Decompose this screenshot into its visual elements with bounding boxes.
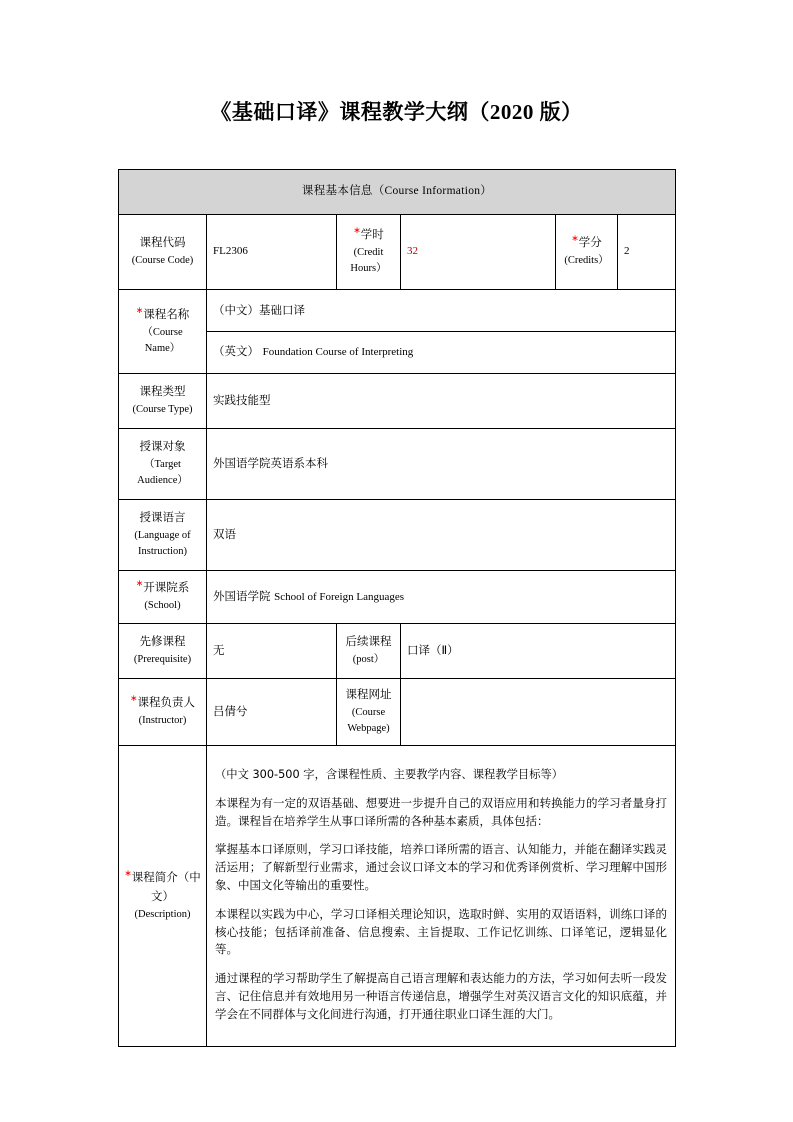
value-course-name-cn: 基础口译 xyxy=(259,302,305,317)
table-row-course-type xyxy=(119,374,676,429)
label-course-name-cn: 课程名称 xyxy=(143,306,190,321)
table-row-school xyxy=(119,571,676,624)
label-credit-hours xyxy=(337,215,401,290)
label-credits-en: (Credits） xyxy=(564,255,609,267)
description-paragraph: 本课程为有一定的双语基础、想要进一步提升自己的双语应用和转换能力的学习者量身打造。课程旨在培养学生从事口译所需的各种基本素质，具体包括： xyxy=(215,795,668,828)
value-course-code: FL2306 xyxy=(207,215,337,290)
value-course-type: 实践技能型 xyxy=(207,374,676,429)
label-prerequisite-cn: 先修课程 xyxy=(139,634,186,649)
table-row-instructor xyxy=(119,679,676,746)
label-description xyxy=(119,746,207,1047)
label-course-name-en-line1: （Course xyxy=(142,326,183,338)
value-post-course: 口译（Ⅱ） xyxy=(401,624,676,679)
label-course-webpage-en-line1: (Course xyxy=(351,707,386,719)
label-description-en: (Description) xyxy=(134,908,191,920)
table-row-course-name-cn xyxy=(119,290,676,332)
description-paragraph: 通过课程的学习帮助学生了解提高自己语言理解和表达能力的方法，学习如何去听一段发言、记住信息并有效地用另一种语言传递信息，增强学生对英汉语言文化的知识底蕴，并学会在不同群体与文化间进行沟通，打开通往职业口译生涯的大门。 xyxy=(215,971,668,1021)
label-credits xyxy=(556,215,618,290)
value-target-audience: 外国语学院英语系本科 xyxy=(207,429,676,500)
table-header-row xyxy=(119,170,676,215)
label-course-webpage-en-line2: Webpage) xyxy=(347,723,390,735)
table-row-target-audience xyxy=(119,429,676,500)
table-header-title: 课程基本信息（Course Information） xyxy=(119,170,676,215)
label-target-audience-cn: 授课对象 xyxy=(139,439,186,454)
label-language-of-instruction-en-line1: (Language of xyxy=(134,530,191,542)
label-post-course-en: (post） xyxy=(352,654,385,666)
label-instructor-cn: 课程负责人 xyxy=(137,695,196,710)
label-course-name-en-line2: Name） xyxy=(144,342,181,354)
value-school-en: School of Foreign Languages xyxy=(274,590,404,603)
label-target-audience-en-line2: Audience） xyxy=(137,475,188,487)
label-school-en: (School) xyxy=(144,600,181,612)
description-hint: （中文 300-500 字，含课程性质、主要教学内容、课程教学目标等） xyxy=(215,768,564,782)
label-language-of-instruction-cn: 授课语言 xyxy=(139,510,186,525)
label-course-code-cn: 课程代码 xyxy=(139,235,186,250)
table-row-language-of-instruction xyxy=(119,500,676,571)
label-post-course-cn: 后续课程 xyxy=(345,634,392,649)
required-asterisk-icon: ∗ xyxy=(135,579,144,590)
label-course-webpage xyxy=(337,679,401,746)
table-row-course-code xyxy=(119,215,676,290)
label-instructor-en: (Instructor) xyxy=(138,715,187,727)
label-course-webpage-cn: 课程网址 xyxy=(345,687,392,702)
course-name-en-prefix: （英文） xyxy=(213,344,259,359)
course-name-cn-prefix: （中文） xyxy=(213,302,259,317)
value-school-cn: 外国语学院 xyxy=(213,588,271,603)
label-course-name xyxy=(119,290,207,374)
table-row-description xyxy=(119,746,676,1047)
value-credits: 2 xyxy=(618,215,676,290)
required-asterisk-icon: ∗ xyxy=(135,306,144,316)
value-course-name-en: Foundation Course of Interpreting xyxy=(262,346,414,359)
label-course-code xyxy=(119,215,207,290)
value-course-name-cn-cell xyxy=(207,290,676,332)
required-asterisk-icon: ∗ xyxy=(571,234,579,245)
course-information-table xyxy=(118,169,676,1047)
label-course-type-en: (Course Type) xyxy=(132,404,193,416)
label-language-of-instruction-en-line2: Instruction) xyxy=(138,546,187,558)
label-credit-hours-cn: 学时 xyxy=(360,227,384,242)
label-target-audience-en-line1: （Target xyxy=(144,459,181,471)
required-asterisk-icon: ∗ xyxy=(124,869,132,880)
label-credit-hours-en: (Credit Hours） xyxy=(350,247,387,275)
label-target-audience xyxy=(119,429,207,500)
value-language-of-instruction: 双语 xyxy=(207,500,676,571)
description-paragraph: 掌握基本口译原则，学习口译技能，培养口译所需的语言、认知能力，并能在翻译实践灵活运用；了解新型行业需求，通过会议口译文本的学习和优秀译例赏析、学习理解中国形象、中国文化等输出的重要性。 xyxy=(215,842,668,893)
value-instructor: 吕倩兮 xyxy=(207,679,337,746)
label-school-cn: 开课院系 xyxy=(143,580,190,595)
label-prerequisite-en: (Prerequisite) xyxy=(133,654,192,666)
required-asterisk-icon: ∗ xyxy=(353,226,361,237)
value-credit-hours: 32 xyxy=(401,215,556,290)
label-prerequisite xyxy=(119,624,207,679)
value-prerequisite: 无 xyxy=(207,624,337,679)
label-course-code-en: (Course Code) xyxy=(131,255,194,267)
value-course-webpage xyxy=(401,679,676,746)
page-title: 《基础口译》课程教学大纲（2020 版） xyxy=(210,100,583,124)
label-language-of-instruction xyxy=(119,500,207,571)
description-paragraph: 本课程以实践为中心，学习口译相关理论知识，选取时鲜、实用的双语语料，训练口译的核心技能；包括译前准备、信息搜索、主旨提取、工作记忆训练、口译笔记，逻辑显化等。 xyxy=(215,906,668,957)
required-asterisk-icon: ∗ xyxy=(129,694,138,705)
label-course-type-cn: 课程类型 xyxy=(139,384,186,399)
label-description-cn: 课程简介（中文） xyxy=(131,870,201,903)
value-description xyxy=(207,746,676,1047)
label-credits-cn: 学分 xyxy=(578,235,602,250)
value-school-cell xyxy=(207,571,676,624)
label-instructor xyxy=(119,679,207,746)
label-post-course xyxy=(337,624,401,679)
label-course-type xyxy=(119,374,207,429)
value-course-name-en-cell xyxy=(207,332,676,374)
table-row-prerequisite xyxy=(119,624,676,679)
label-school xyxy=(119,571,207,624)
